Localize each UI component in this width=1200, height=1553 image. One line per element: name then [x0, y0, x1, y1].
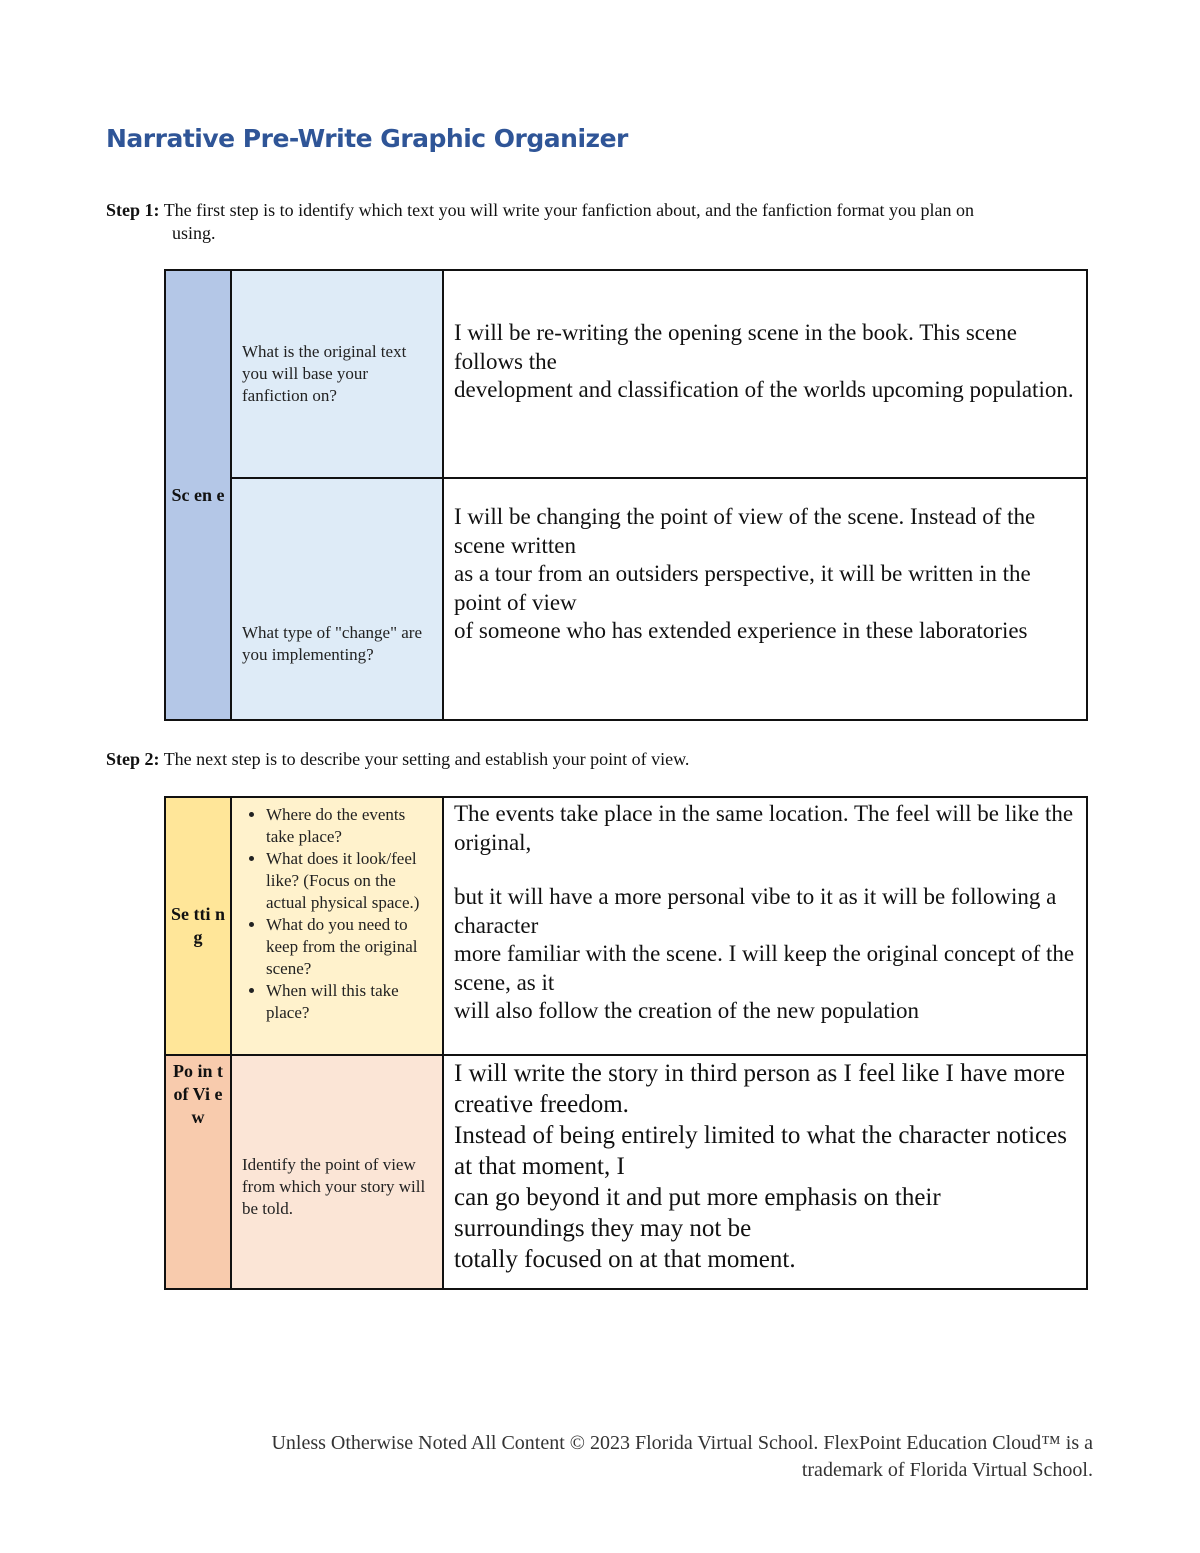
setting-answer: [443, 797, 1087, 1055]
pov-section-label: Po in t of Vi e w: [165, 1055, 231, 1289]
original-text-question: What is the original text you will base your fanfiction on?: [231, 270, 443, 478]
answer-line: but it will have a more personal vibe to it as it will be following a character: [454, 884, 1057, 938]
setting-pov-table: [164, 796, 1088, 1290]
change-type-question: What type of "change" are you implementing?: [231, 478, 443, 720]
setting-section-label: Se tti ng: [165, 797, 231, 1055]
scene-section-label: Sc en e: [165, 270, 231, 720]
footer-line-2: trademark of Florida Virtual School.: [801, 1459, 1093, 1481]
answer-line: will also follow the creation of the new population: [454, 998, 919, 1023]
answer-line: as a tour from an outsiders perspective, it will be written in the point of view: [454, 561, 1031, 615]
step-2-label: Step 2:: [106, 749, 160, 769]
setting-questions: [231, 797, 443, 1055]
setting-question-item: • Where do the events take place?: [266, 804, 434, 848]
answer-line: can go beyond it and put more emphasis on their surroundings they may not be: [454, 1184, 941, 1242]
answer-line: The events take place in the same location. The feel will be like the original,: [454, 801, 1074, 855]
answer-line: development and classification of the worlds upcoming population.: [454, 377, 1074, 402]
original-text-answer: [443, 270, 1087, 478]
setting-question-item: • What do you need to keep from the original scene?: [266, 914, 434, 980]
answer-line: I will be re-writing the opening scene in the book. This scene follows the: [454, 320, 1017, 374]
step-1-label: Step 1:: [106, 200, 160, 220]
step-2-instruction: [106, 748, 689, 771]
pov-question: Identify the point of view from which your story will be told.: [231, 1055, 443, 1289]
scene-table: [164, 269, 1088, 721]
step-1-instruction: [106, 199, 1066, 245]
step-2-text: The next step is to describe your setting and establish your point of view.: [163, 749, 690, 769]
copyright-footer: [93, 1430, 1093, 1484]
answer-line: totally focused on at that moment.: [454, 1246, 796, 1273]
answer-line: of someone who has extended experience in these laboratories: [454, 618, 1028, 643]
pov-answer: [443, 1055, 1087, 1289]
footer-line-1: Unless Otherwise Noted All Content © 2023 Florida Virtual School. FlexPoint Education Cloud™ is a: [271, 1432, 1093, 1454]
setting-question-item: • What does it look/feel like? (Focus on the actual physical space.): [266, 848, 434, 914]
setting-question-item: • When will this take place?: [266, 980, 434, 1024]
step-1-text-cont: using.: [172, 223, 216, 243]
answer-line: Instead of being entirely limited to what the character notices at that moment, I: [454, 1122, 1067, 1180]
answer-line: I will write the story in third person as I feel like I have more creative freedom.: [454, 1060, 1065, 1118]
answer-line: I will be changing the point of view of the scene. Instead of the scene written: [454, 504, 1036, 558]
step-1-text: The first step is to identify which text you will write your fanfiction about, and the fanfiction format you plan on: [163, 200, 974, 220]
page-title: Narrative Pre-Write Graphic Organizer: [106, 124, 628, 153]
answer-line: more familiar with the scene. I will keep the original concept of the scene, as it: [454, 941, 1075, 995]
change-type-answer: [443, 478, 1087, 720]
